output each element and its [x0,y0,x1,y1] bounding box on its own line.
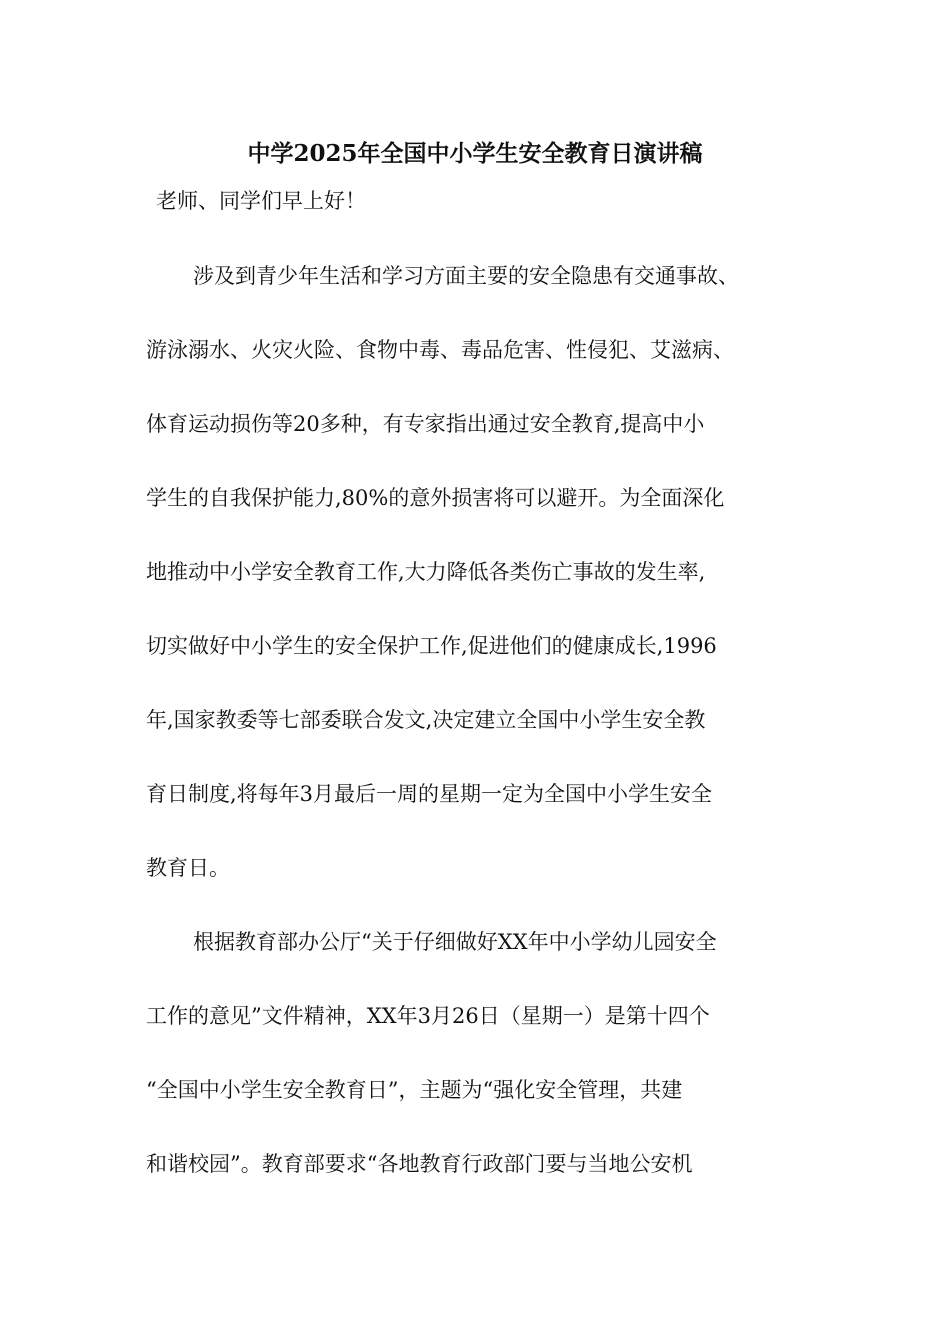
paragraph-line: 育日制度,将每年3月最后一周的星期一定为全国中小学生安全 [146,782,713,806]
paragraph-line: 游泳溺水、火灾火险、食物中毒、毒品危害、性侵犯、艾滋病、 [146,338,734,362]
document-title: 中学2025年全国中小学生安全教育日演讲稿 [247,140,703,167]
paragraph-line: “全国中小学生安全教育日”，主题为“强化安全管理，共建 [146,1078,683,1102]
paragraph-line: 工作的意见”文件精神，XX年3月26日（星期一）是第十四个 [146,1004,710,1028]
paragraph-line: 涉及到青少年生活和学习方面主要的安全隐患有交通事故、 [193,264,739,288]
paragraph-line: 和谐校园”。教育部要求“各地教育行政部门要与当地公安机 [146,1152,693,1176]
paragraph-line: 学生的自我保护能力,80%的意外损害将可以避开。为全面深化 [146,486,725,510]
paragraph-line: 切实做好中小学生的安全保护工作,促进他们的健康成长,1996 [146,634,717,658]
paragraph-line: 地推动中小学安全教育工作,大力降低各类伤亡事故的发生率, [146,560,706,584]
paragraph-line: 根据教育部办公厅“关于仔细做好XX年中小学幼儿园安全 [193,930,717,954]
greeting: 老师、同学们早上好！ [156,189,366,213]
paragraph-line: 年,国家教委等七部委联合发文,决定建立全国中小学生安全教 [146,708,706,732]
paragraph-line: 教育日。 [146,856,230,880]
paragraph-line: 体育运动损伤等20多种，有专家指出通过安全教育,提高中小 [146,412,705,436]
